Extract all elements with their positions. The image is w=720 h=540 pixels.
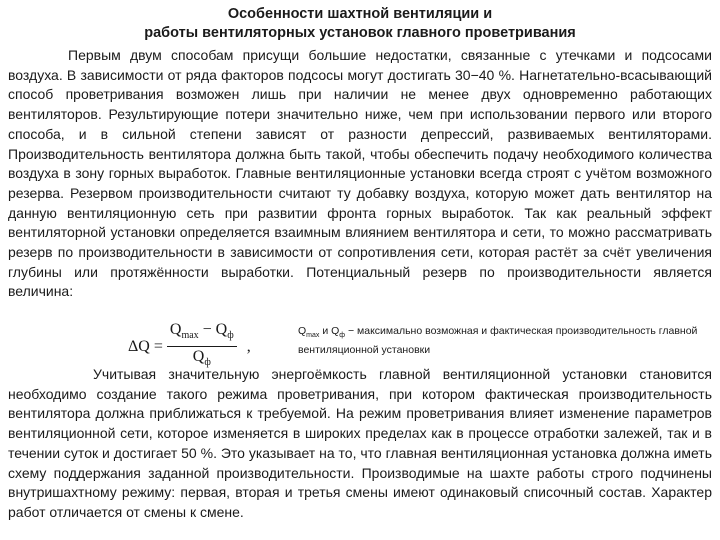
formula-denominator: $Q_ф$	[192, 348, 211, 369]
paragraph-regime: Учитывая значительную энергоёмкость главной вентиляционной установки становится необходимо создание такого режима проветривания, при котором фактическая производительность вентилятора должна приближаться к требуемой. На режим проветривания влияет изменение параметров вентиляционной сети, которое изменяется в широких пределах как в процессе отработки залежей, так и в течении суток и достигает 50 %. Это указывает на то, что главная вентиляционная установка должна иметь схему поддержания заданной производительности. Производимые на шахте работы строго подчинены внутришахтному режиму: первая, вторая и третья смены имеют одинаковый списочный состав. Характер работ отличается от смены к смене.	[8, 366, 712, 520]
formula-block	[0, 318, 720, 369]
formula-note: $Q_{max}$ и $Q_ф$ − максимально возможная и фактическая производительность главной вентиляционной установки	[298, 325, 698, 357]
page-title	[0, 5, 720, 43]
title-line-1: Особенности шахтной вентиляции и	[227, 6, 493, 22]
formula-comma: ,	[246, 337, 251, 355]
formula-numerator: $Q_{mах} - Q_ф$	[167, 321, 237, 347]
formula-lhs: ΔQ =	[128, 337, 163, 355]
paragraph-reserve: Первым двум способам присущи большие недостатки, связанные с утечками и подсосами воздуха. В зависимости от ряда факторов подсосы могут достигать 30−40 %. Нагнетательно-всасывающий способ проветривания возможен лишь при наличии не менее двух одновременно работающих вентиляторов. Результирующие потери значительно ниже, чем при использовании первого или второго способа, и в сильной степени зависят от разности депрессий, развиваемых вентиляторами. Производительность вентилятора должна быть такой, чтобы обеспечить подачу необходимого количества воздуха в зону горных выработок. Главные вентиляционные установки всегда строят с учётом возможного резерва. Резервом производительности считают ту добавку воздуха, которую может дать вентилятор на данную вентиляционную сеть при развитии фронта горных выработок. Так как реальный эффект вентиляторной установки определяется взаимным влиянием вентилятора и сети, то можно рассматривать резерв по производительности в зависимости от сопротивления сети, которая растёт за счёт увеличения глубины или протяжённости выработки. Потенциальный резерв по производительности является величина:	[8, 47, 712, 300]
title-line-2: работы вентиляторных установок главного проветривания	[144, 25, 576, 41]
